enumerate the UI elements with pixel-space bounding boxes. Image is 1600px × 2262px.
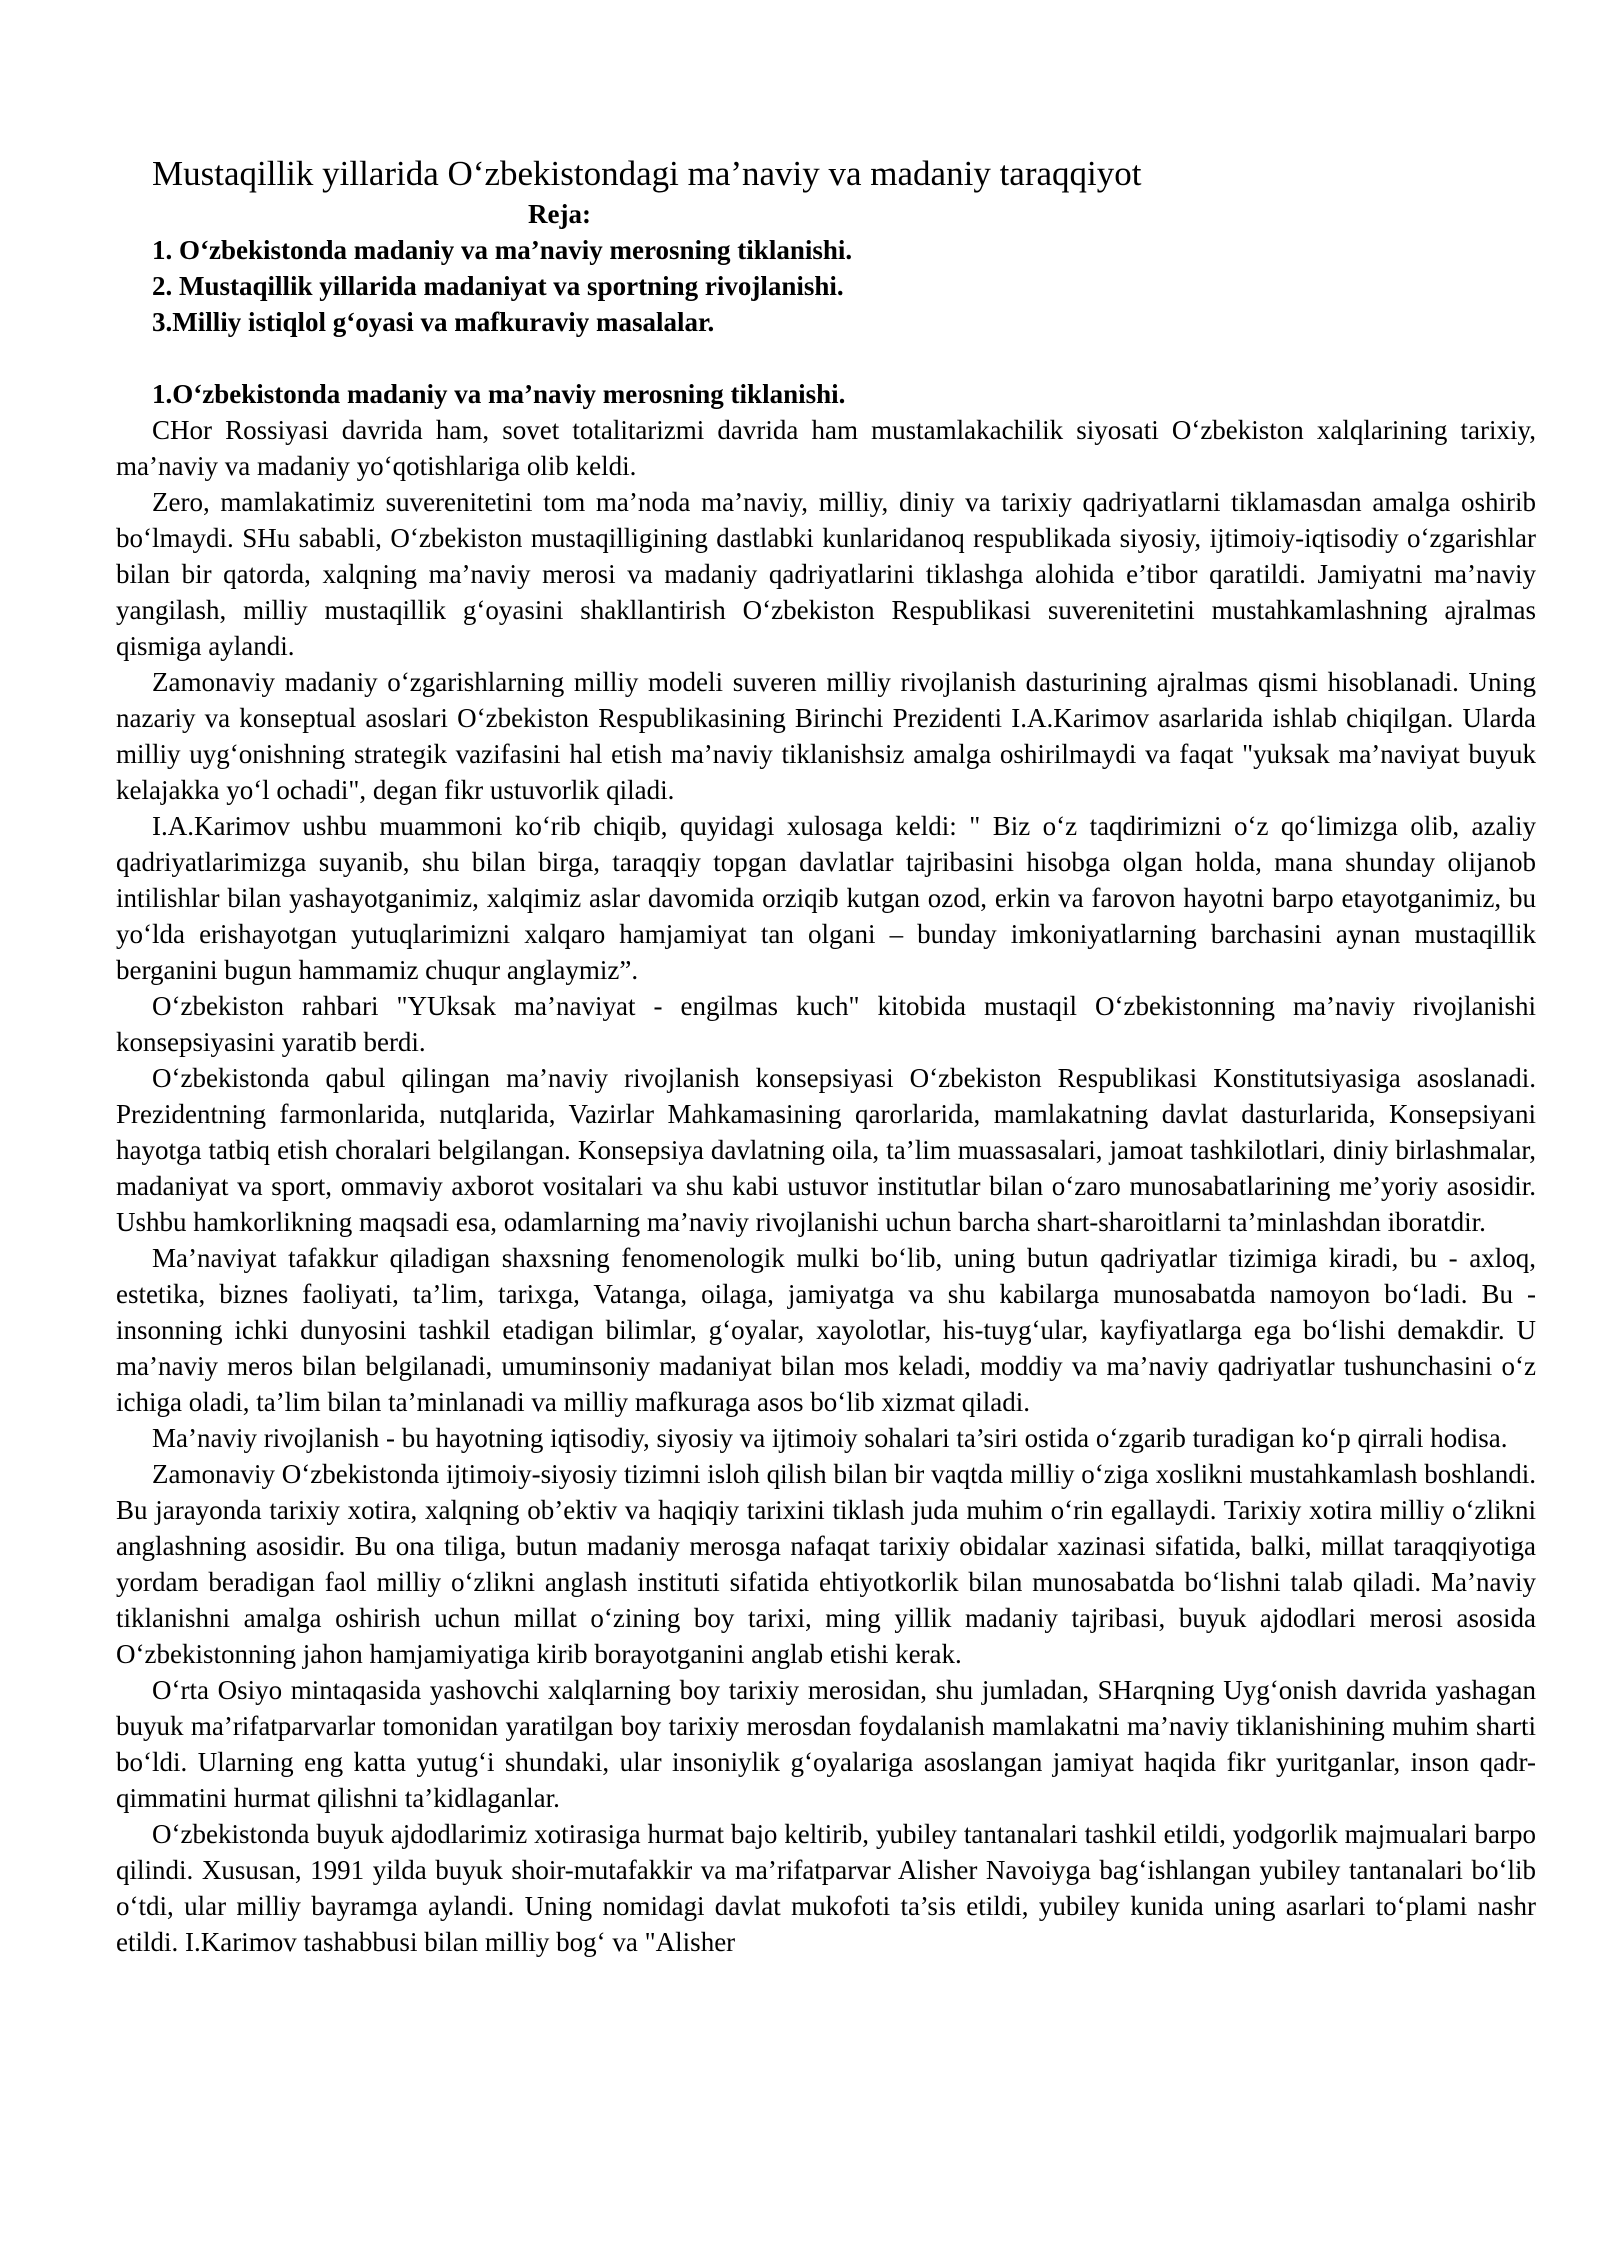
paragraph: O‘zbekiston rahbari "YUksak ma’naviyat - engilmas kuch" kitobida mustaqil O‘zbekistonning ma’naviy rivojlanishi konsepsiyasini yaratib berdi. — [116, 991, 1536, 1057]
plan-item: 1. O‘zbekistonda madaniy va ma’naviy merosning tiklanishi. — [152, 235, 853, 265]
paragraph: O‘zbekistonda buyuk ajdodlarimiz xotirasiga hurmat bajo keltirib, yubiley tantanalari tashkil etildi, yodgorlik majmualari barpo qilindi. Xususan, 1991 yilda buyuk shoir-mutafakkir va ma’rifatparvar Alisher Navoiyga bag‘ishlangan yubiley tantanalari bo‘lib o‘tdi, ular milliy bayramga aylandi. Uning nomidagi davlat mukofoti ta’sis etildi, yubiley kunida uning asarlari to‘plami nashr etildi. I.Karimov tashabbusi bilan milliy bog‘ va "Alisher — [116, 1819, 1536, 1957]
paragraph: Zero, mamlakatimiz suverenitetini tom ma’noda ma’naviy, milliy, diniy va tarixiy qadriyatlarni tiklamasdan amalga oshirib bo‘lmaydi. SHu sababli, O‘zbekiston mustaqilligining dastlabki kunlaridanoq respublikada siyosiy, ijtimoiy-iqtisodiy o‘zgarishlar bilan bir qatorda, xalqning ma’naviy merosi va madaniy qadriyatlarini tiklashga alohida e’tibor qaratildi. Jamiyatni ma’naviy yangilash, milliy mustaqillik g‘oyasini shakllantirish O‘zbekiston Respublikasi suverenitetini mustahkamlashning ajralmas qismiga aylandi. — [116, 487, 1536, 661]
paragraph: CHor Rossiyasi davrida ham, sovet totalitarizmi davrida ham mustamlakachilik siyosati O‘zbekiston xalqlarining tarixiy, ma’naviy va madaniy yo‘qotishlariga olib keldi. — [116, 415, 1536, 481]
plan-item: 2. Mustaqillik yillarida madaniyat va sportning rivojlanishi. — [152, 271, 844, 301]
paragraph: O‘zbekistonda qabul qilingan ma’naviy rivojlanish konsepsiyasi O‘zbekiston Respublikasi Konstitutsiyasiga asoslanadi. Prezidentning farmonlarida, nutqlarida, Vazirlar Mahkamasining qarorlarida, mamlakatning davlat dasturlarida, Konsepsiyani hayotga tatbiq etish choralari belgilangan. Konsepsiya davlatning oila, ta’lim muassasalari, jamoat tashkilotlari, diniy birlashmalar, madaniyat va sport, ommaviy axborot vositalari va shu kabi ustuvor institutlar bilan o‘zaro munosabatlarining me’yoriy asosidir. Ushbu hamkorlikning maqsadi esa, odamlarning ma’naviy rivojlanishi uchun barcha shart-sharoitlarni ta’minlashdan iboratdir. — [116, 1063, 1536, 1237]
document-page — [116, 152, 1536, 1960]
paragraph: Ma’naviyat tafakkur qiladigan shaxsning fenomenologik mulki bo‘lib, uning butun qadriyatlar tizimiga kiradi, bu - axloq, estetika, biznes faoliyati, ta’lim, tarixga, Vatanga, oilaga, jamiyatga va shu kabilarga munosabatda namoyon bo‘ladi. Bu - insonning ichki dunyosini tashkil etadigan bilimlar, g‘oyalar, xayolotlar, his-tuyg‘ular, kayfiyatlarga ega bo‘lishi demakdir. U ma’naviy meros bilan belgilanadi, umuminsoniy madaniyat bilan mos keladi, moddiy va ma’naviy qadriyatlar tushunchasini o‘z ichiga oladi, ta’lim bilan ta’minlanadi va milliy mafkuraga asos bo‘lib xizmat qiladi. — [116, 1243, 1536, 1417]
paragraph: I.A.Karimov ushbu muammoni ko‘rib chiqib, quyidagi xulosaga keldi: " Biz o‘z taqdirimizni o‘z qo‘limizga olib, azaliy qadriyatlarimizga suyanib, shu bilan birga, taraqqiy topgan davlatlar tajribasini hisobga olgan holda, mana shunday olijanob intilishlar bilan yashayotganimiz, xalqimiz aslar davomida orziqib kutgan ozod, erkin va farovon hayotni barpo etayotganimiz, bu yo‘lda erishayotgan yutuqlarimizni xalqaro hamjamiyat tan olgani – bunday imkoniyatlarning barchasini aynan mustaqillik berganini bugun hammamiz chuqur anglaymiz”. — [116, 811, 1536, 985]
paragraph: Zamonaviy O‘zbekistonda ijtimoiy-siyosiy tizimni isloh qilish bilan bir vaqtda milliy o‘ziga xoslikni mustahkamlash boshlandi. Bu jarayonda tarixiy xotira, xalqning ob’ektiv va haqiqiy tarixini tiklash juda muhim o‘rin egallaydi. Tarixiy xotira milliy o‘zlikni anglashning asosidir. Bu ona tiliga, butun madaniy merosga nafaqat tarixiy obidalar xazinasi sifatida, balki, millat taraqqiyotiga yordam beradigan faol milliy o‘zlikni anglash instituti sifatida ehtiyotkorlik bilan munosabatda bo‘lishni talab qiladi. Ma’naviy tiklanishni amalga oshirish uchun millat o‘zining boy tarixi, ming yillik madaniy tajribasi, buyuk ajdodlari merosi asosida O‘zbekistonning jahon hamjamiyatiga kirib borayotganini anglab etishi kerak. — [116, 1459, 1536, 1669]
document-title: Mustaqillik yillarida O‘zbekistondagi ma’naviy va madaniy taraqqiyot — [152, 154, 1142, 193]
paragraph: Ma’naviy rivojlanish - bu hayotning iqtisodiy, siyosiy va ijtimoiy sohalari ta’siri ostida o‘zgarib turadigan ko‘p qirrali hodisa. — [152, 1423, 1508, 1453]
plan-list — [116, 232, 1536, 340]
paragraph: O‘rta Osiyo mintaqasida yashovchi xalqlarning boy tarixiy merosidan, shu jumladan, SHarqning Uyg‘onish davrida yashagan buyuk ma’rifatparvarlar tomonidan yaratilgan boy tarixiy merosdan foydalanish mamlakatni ma’naviy tiklanishining muhim sharti bo‘ldi. Ularning eng katta yutug‘i shundaki, ular insoniylik g‘oyalariga asoslangan jamiyat haqida fikr yuritganlar, inson qadr-qimmatini hurmat qilishni ta’kidlaganlar. — [116, 1675, 1536, 1813]
plan-item: 3.Milliy istiqlol g‘oyasi va mafkuraviy masalalar. — [152, 307, 715, 337]
paragraph: Zamonaviy madaniy o‘zgarishlarning milliy modeli suveren milliy rivojlanish dasturining ajralmas qismi hisoblanadi. Uning nazariy va konseptual asoslari O‘zbekiston Respublikasining Birinchi Prezidenti I.A.Karimov asarlarida ishlab chiqilgan. Ularda milliy uyg‘onishning strategik vazifasini hal etish ma’naviy tiklanishsiz amalga oshirilmaydi va faqat "yuksak ma’naviyat buyuk kelajakka yo‘l ochadi", degan fikr ustuvorlik qiladi. — [116, 667, 1536, 805]
plan-label: Reja: — [528, 199, 591, 229]
section-heading: 1.O‘zbekistonda madaniy va ma’naviy merosning tiklanishi. — [152, 379, 846, 409]
spacer — [116, 340, 1536, 376]
